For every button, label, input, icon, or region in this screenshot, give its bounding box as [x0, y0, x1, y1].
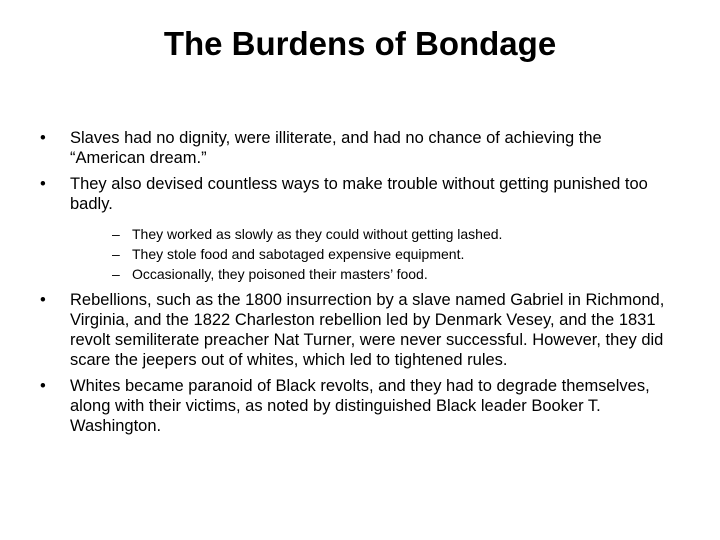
bullet-item	[36, 128, 676, 168]
sub-bullet-marker: –	[112, 226, 120, 242]
bullet-list	[36, 128, 676, 436]
bullet-item	[36, 174, 676, 284]
sub-bullet-text: They stole food and sabotaged expensive equipment.	[132, 246, 465, 262]
sub-bullet-marker: –	[112, 266, 120, 282]
bullet-marker: •	[40, 377, 46, 395]
sub-bullet-text: They worked as slowly as they could without getting lashed.	[132, 226, 503, 242]
sub-bullet-marker: –	[112, 246, 120, 262]
sub-bullet-list	[70, 224, 676, 284]
bullet-marker: •	[40, 291, 46, 309]
bullet-marker: •	[40, 129, 46, 147]
sub-bullet-item	[100, 264, 676, 284]
sub-bullet-item	[100, 224, 676, 244]
bullet-text: They also devised countless ways to make trouble without getting punished too badly.	[70, 175, 648, 213]
bullet-item	[36, 376, 676, 436]
slide-title: The Burdens of Bondage	[163, 25, 557, 62]
bullet-marker: •	[40, 175, 46, 193]
bullet-text: Rebellions, such as the 1800 insurrection by a slave named Gabriel in Richmond, Virginia, and the 1822 Charleston rebellion led by Denmark Vesey, and the 1831 revolt semiliterate preacher Nat Turner, were never successful. However, they did scare the jeepers out of whites, which led to tightened rules.	[70, 291, 665, 369]
bullet-item	[36, 290, 676, 370]
bullet-text: Slaves had no dignity, were illiterate, and had no chance of achieving the “American dream.”	[70, 129, 602, 167]
slide-body	[36, 128, 676, 442]
sub-bullet-text: Occasionally, they poisoned their masters’ food.	[132, 266, 428, 282]
bullet-text: Whites became paranoid of Black revolts, and they had to degrade themselves, along with their victims, as noted by distinguished Black leader Booker T. Washington.	[70, 377, 650, 435]
sub-bullet-item	[100, 244, 676, 264]
